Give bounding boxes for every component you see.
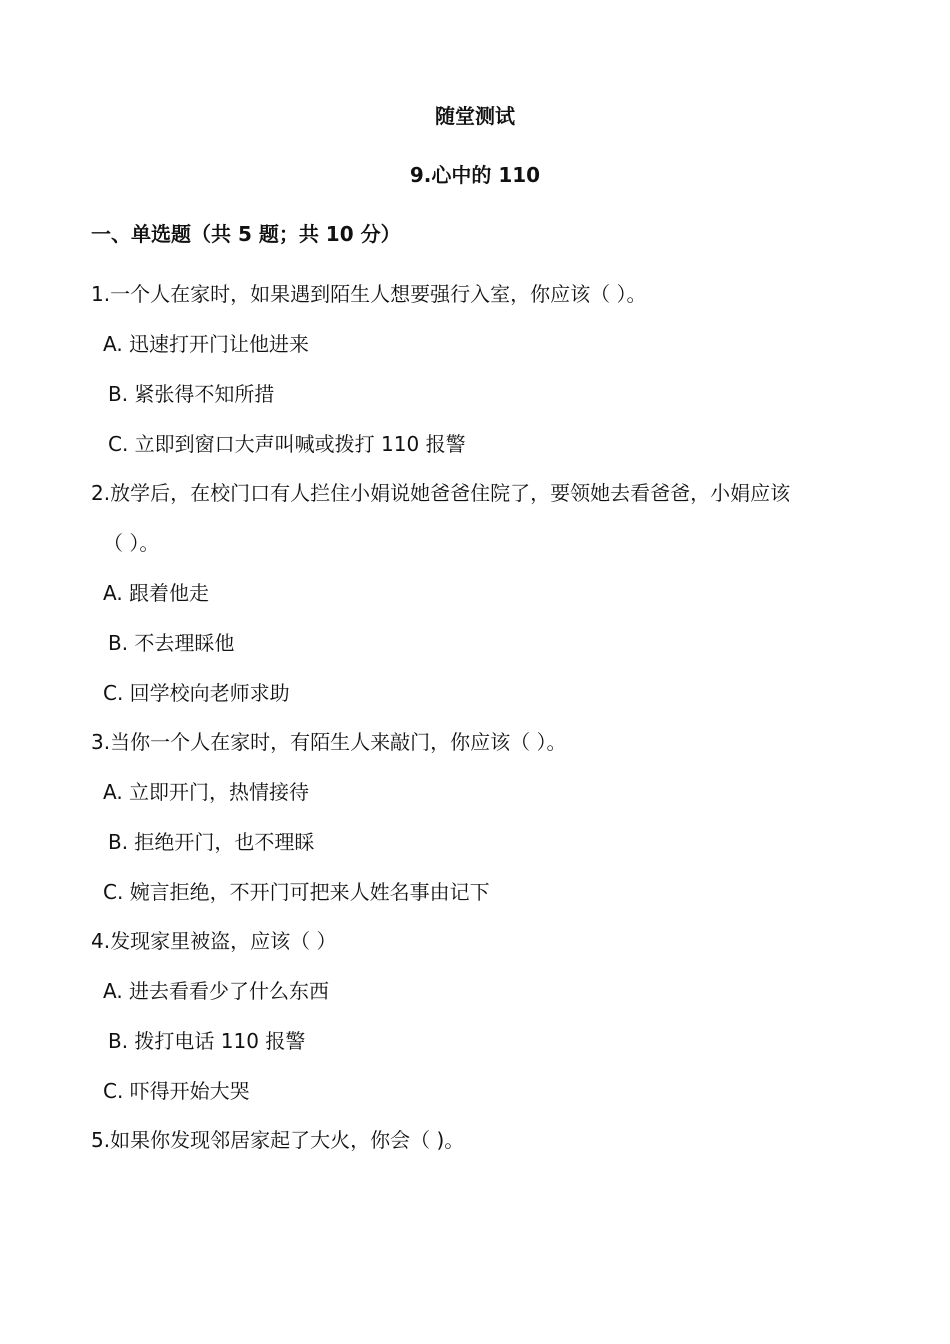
section-heading: 一、单选题（共 5 题；共 10 分）: [91, 222, 401, 246]
question-2-stem-continued: （ ）。: [103, 531, 160, 555]
question-3-option-a: A. 立即开门，热情接待: [103, 780, 310, 804]
question-1-option-b: B. 紧张得不知所措: [108, 382, 275, 406]
question-1-option-c: C. 立即到窗口大声叫喊或拨打 110 报警: [108, 432, 466, 456]
question-3-option-b: B. 拒绝开门，也不理睬: [108, 830, 315, 854]
question-1-option-a: A. 迅速打开门让他进来: [103, 332, 310, 356]
lesson-title: 9.心中的 110: [409, 163, 541, 187]
question-4-option-c: C. 吓得开始大哭: [103, 1079, 250, 1103]
question-2-option-c: C. 回学校向老师求助: [103, 681, 290, 705]
question-3-option-c: C. 婉言拒绝，不开门可把来人姓名事由记下: [103, 880, 490, 904]
question-4-option-b: B. 拨打电话 110 报警: [108, 1029, 306, 1053]
question-4-option-a: A. 进去看看少了什么东西: [103, 979, 330, 1003]
question-1-stem: 1.一个人在家时，如果遇到陌生人想要强行入室，你应该（ ）。: [91, 282, 647, 306]
question-2-option-a: A. 跟着他走: [103, 581, 210, 605]
page-title: 随堂测试: [435, 104, 515, 128]
question-2-stem: 2.放学后，在校门口有人拦住小娟说她爸爸住院了，要领她去看爸爸，小娟应该: [91, 481, 791, 505]
question-4-stem: 4.发现家里被盗，应该（ ）: [91, 929, 337, 953]
question-2-option-b: B. 不去理睬他: [108, 631, 235, 655]
question-3-stem: 3.当你一个人在家时，有陌生人来敲门，你应该（ ）。: [91, 730, 567, 754]
question-5-stem: 5.如果你发现邻居家起了大火，你会（ )。: [91, 1128, 465, 1152]
